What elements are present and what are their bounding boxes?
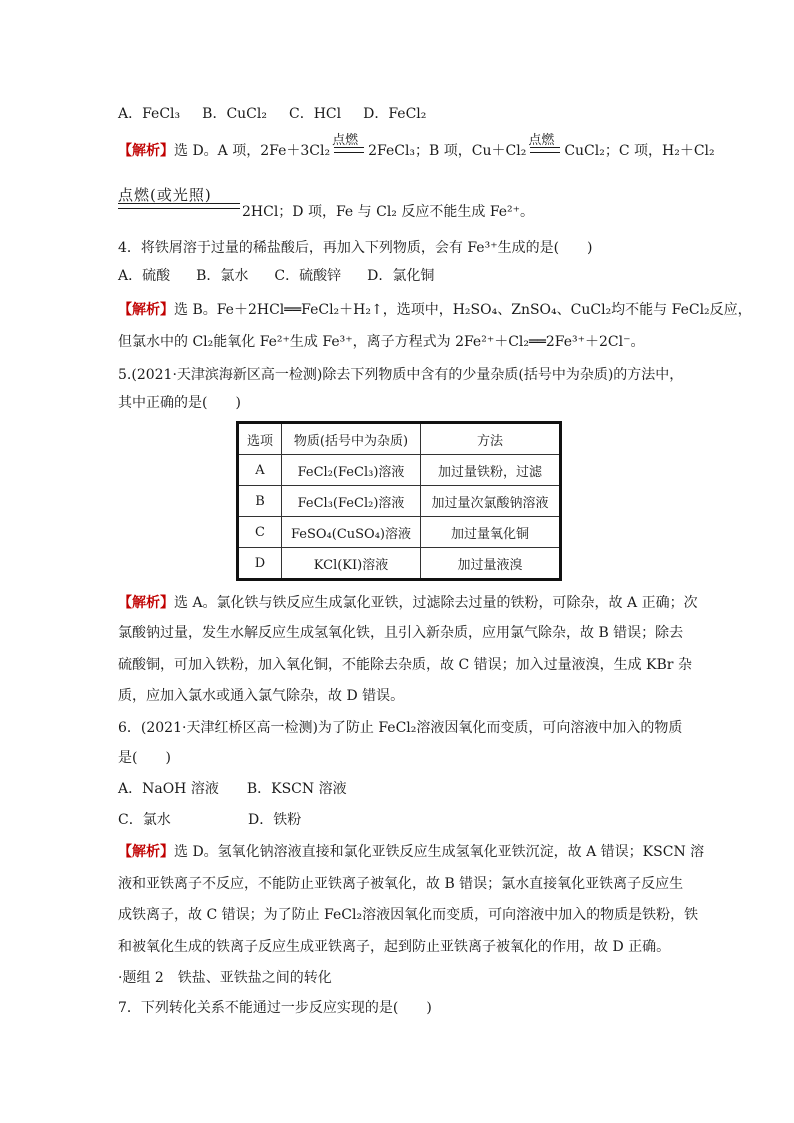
q6-options-row-2	[118, 810, 301, 830]
q5-analysis-line-1	[118, 593, 698, 613]
q5-analysis-line-3: 硫酸铜，可加入铁粉，加入氧化铜，不能除去杂质，故 C 错误；加入过量液溴，生成 KBr 杂	[118, 657, 692, 673]
table-cell: FeSO₄(CuSO₄)溶液	[282, 517, 421, 548]
analysis-label: 【解析】	[118, 302, 174, 318]
q6-analysis-line-3: 成铁离子，故 C 错误；为了防止 FeCl₂溶液因氧化而变质，可向溶液中加入的物质是铁粉，铁	[118, 907, 699, 923]
q6-option-c: C．氯水	[118, 812, 171, 828]
q6-analysis-line-4: 和被氧化生成的铁离子反应生成亚铁离子，起到防止亚铁离子被氧化的作用，故 D 正确。	[118, 939, 671, 955]
q6-stem-line-1: 6．(2021·天津红桥区高一检测)为了防止 FeCl₂溶液因氧化而变质，可向溶液中加入的物质	[118, 720, 683, 736]
table-cell: A	[238, 455, 282, 486]
q4-analysis-line-2: 但氯水中的 Cl₂能氧化 Fe²⁺生成 Fe³⁺，离子方程式为 2Fe²⁺＋Cl₂══2Fe³⁺＋2Cl⁻。	[118, 334, 645, 350]
table-cell: 加过量氧化铜	[421, 517, 561, 548]
table-cell: 加过量次氯酸钠溶液	[421, 486, 561, 517]
reaction-condition-arrow	[332, 133, 364, 161]
group-heading: ·题组 2 铁盐、亚铁盐之间的转化	[118, 970, 332, 986]
analysis-label: 【解析】	[118, 143, 174, 159]
q5-table	[236, 421, 562, 581]
table-cell: FeCl₂(FeCl₃)溶液	[282, 455, 421, 486]
q5-stem-line-2: 其中正确的是( )	[118, 395, 241, 411]
q6-analysis-text-1: 选 D。氢氧化钠溶液直接和氯化亚铁反应生成氢氧化亚铁沉淀，故 A 错误；KSCN 溶	[174, 844, 705, 860]
q3-option-b: B．CuCl₂	[202, 106, 267, 122]
q6-analysis-line-2: 液和亚铁离子不反应，不能防止亚铁离子被氧化，故 B 错误；氯水直接氧化亚铁离子反应生	[118, 876, 684, 892]
table-row	[238, 548, 561, 580]
q5-analysis-line-4: 质，应加入氯水或通入氯气除杂，故 D 错误。	[118, 688, 405, 704]
reaction-condition-arrow	[528, 133, 560, 161]
table-header-row	[238, 423, 561, 455]
q3-analysis-part-2: 2FeCl₃；B 项，Cu＋Cl₂	[368, 143, 527, 159]
analysis-label: 【解析】	[118, 844, 174, 860]
analysis-label: 【解析】	[118, 595, 174, 611]
table-header: 方法	[421, 423, 561, 455]
q4-option-c: C．硫酸锌	[274, 268, 342, 284]
q3-options	[118, 104, 426, 124]
q5-analysis-text-1: 选 A。氯化铁与铁反应生成氯化亚铁，过滤除去过量的铁粉，可除杂，故 A 正确；次	[174, 595, 698, 611]
condition-label: 点燃	[528, 133, 555, 148]
q3-option-d: D．FeCl₂	[363, 106, 427, 122]
q6-analysis-line-1	[118, 842, 704, 862]
q6-stem-line-2: 是( )	[118, 750, 171, 766]
long-condition-label: 点燃(或光照)	[118, 186, 212, 204]
table-cell: KCl(KI)溶液	[282, 548, 421, 580]
q5-stem-line-1: 5.(2021·天津滨海新区高一检测)除去下列物质中含有的少量杂质(括号中为杂质)的方法中，	[118, 367, 684, 383]
table-row	[238, 517, 561, 548]
q4-stem: 4．将铁屑溶于过量的稀盐酸后，再加入下列物质，会有 Fe³⁺生成的是( )	[118, 240, 593, 256]
q6-option-d: D．铁粉	[248, 812, 302, 828]
q3-analysis-end: 2HCl；D 项，Fe 与 Cl₂ 反应不能生成 Fe²⁺。	[242, 204, 535, 220]
table-cell: D	[238, 548, 282, 580]
long-condition-arrow	[118, 203, 240, 209]
q4-analysis-line-1	[118, 300, 752, 320]
table-header: 选项	[238, 423, 282, 455]
q3-analysis-part-3: CuCl₂；C 项，H₂＋Cl₂	[564, 143, 715, 159]
table-cell: FeCl₃(FeCl₂)溶液	[282, 486, 421, 517]
q3-analysis-part-1: 选 D。A 项，2Fe＋3Cl₂	[174, 143, 331, 159]
q6-option-a: A．NaOH 溶液	[118, 781, 219, 797]
q5-analysis-line-2: 氯酸钠过量，发生水解反应生成氢氧化铁，且引入新杂质，应用氯气除杂，故 B 错误；除去	[118, 625, 684, 641]
q3-analysis	[118, 133, 715, 161]
q6-option-b: B．KSCN 溶液	[246, 781, 347, 797]
q4-option-d: D．氯化铜	[367, 268, 435, 284]
q3-option-a: A．FeCl₃	[118, 106, 181, 122]
table-cell: 加过量液溴	[421, 548, 561, 580]
q6-options-row-1	[118, 779, 347, 799]
condition-label: 点燃	[332, 133, 359, 148]
q4-option-a: A．硫酸	[118, 268, 171, 284]
q4-analysis-text-1: 选 B。Fe＋2HCl══FeCl₂＋H₂↑，选项中，H₂SO₄、ZnSO₄、CuCl₂均不能与 FeCl₂反应，	[174, 302, 752, 318]
table-header: 物质(括号中为杂质)	[282, 423, 421, 455]
q7-stem: 7．下列转化关系不能通过一步反应实现的是( )	[118, 1000, 432, 1016]
table-row	[238, 486, 561, 517]
table-row	[238, 455, 561, 486]
q4-option-b: B．氯水	[196, 268, 249, 284]
table-cell: C	[238, 517, 282, 548]
q3-option-c: C．HCl	[288, 106, 342, 122]
table-cell: 加过量铁粉，过滤	[421, 455, 561, 486]
table-cell: B	[238, 486, 282, 517]
q4-options	[118, 266, 434, 286]
